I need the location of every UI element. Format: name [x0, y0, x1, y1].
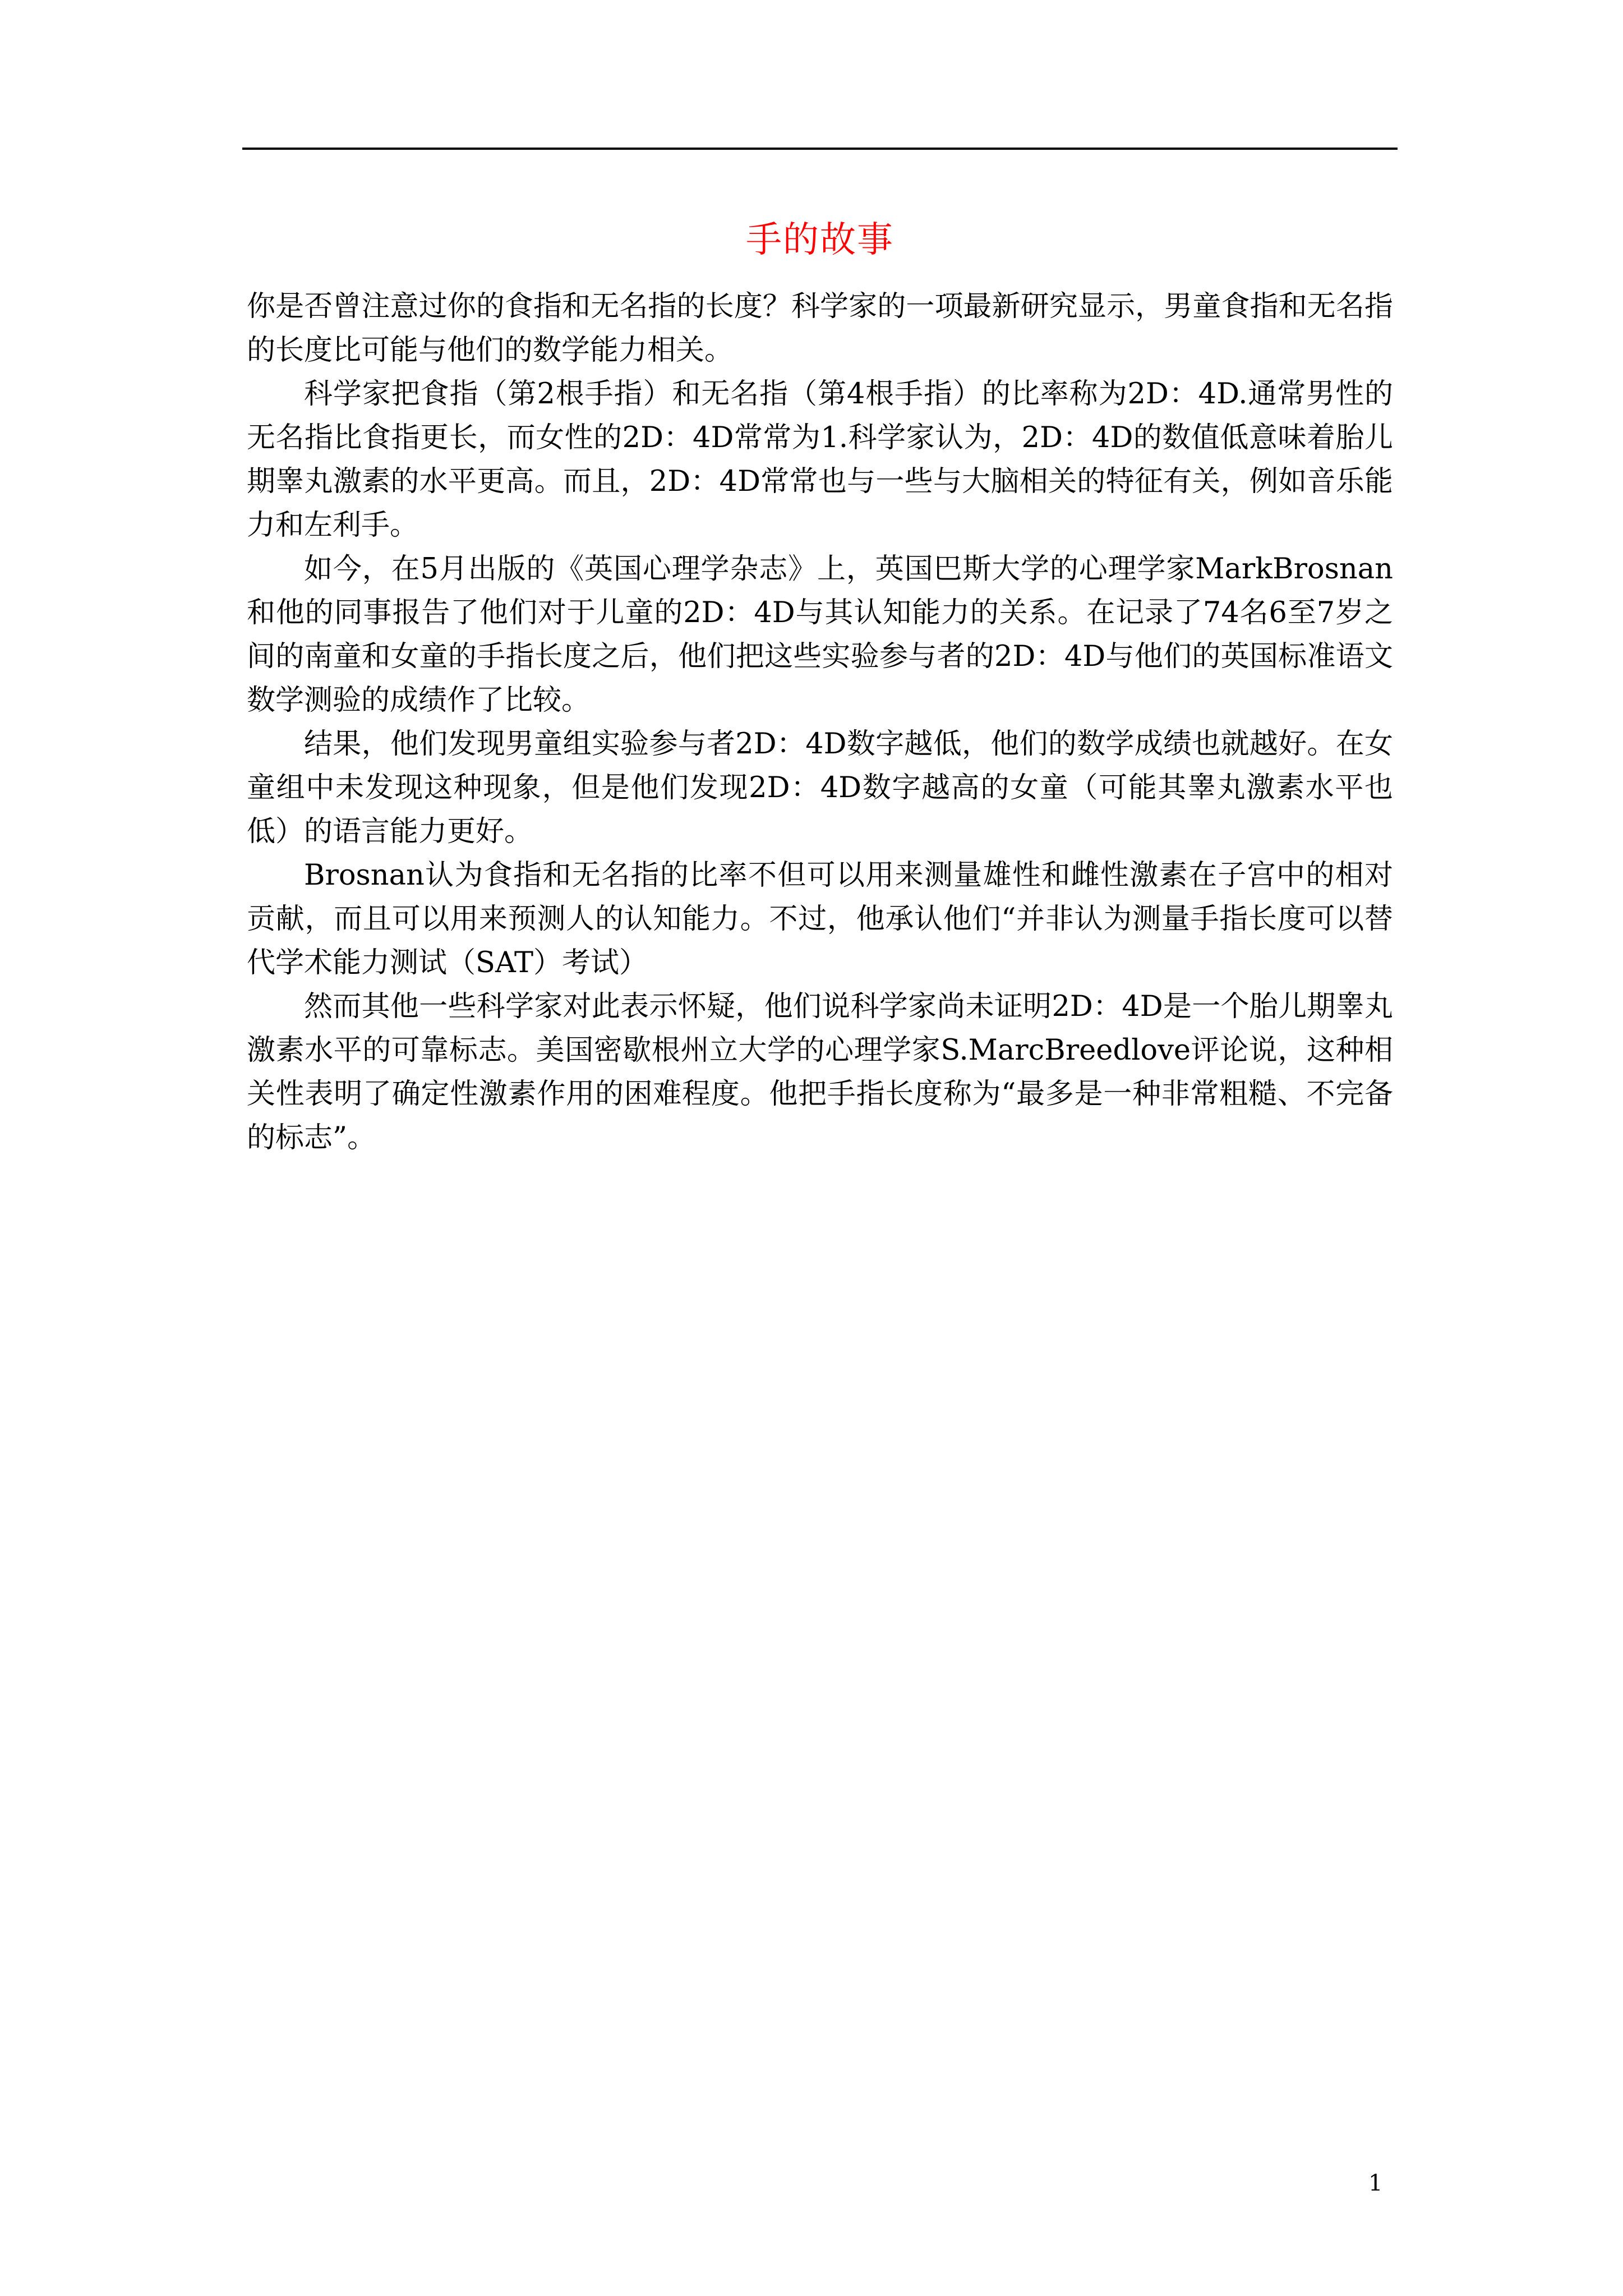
paragraph-skepticism: 然而其他一些科学家对此表示怀疑，他们说科学家尚未证明2D：4D是一个胎儿期睾丸激素水平的可靠标志。美国密歇根州立大学的心理学家S.MarcBreedlove评论说，这种相关性表明了确定性激素作用的困难程度。他把手指长度称为“最多是一种非常粗糙、不完备的标志”。 — [247, 990, 1393, 1154]
paragraph-results: 结果，他们发现男童组实验参与者2D：4D数字越低，他们的数学成绩也就越好。在女童组中未发现这种现象，但是他们发现2D：4D数字越高的女童（可能其睾丸激素水平也低）的语言能力更好。 — [247, 728, 1393, 848]
paragraph-ratio-definition: 科学家把食指（第2根手指）和无名指（第4根手指）的比率称为2D：4D.通常男性的无名指比食指更长，而女性的2D：4D常常为1.科学家认为，2D：4D的数值低意味着胎儿期睾丸激素的水平更高。而且，2D：4D常常也与一些与大脑相关的特征有关，例如音乐能力和左利手。 — [247, 378, 1393, 542]
paragraph-brosnan-view: Brosnan认为食指和无名指的比率不但可以用来测量雄性和雌性激素在子宫中的相对贡献，而且可以用来预测人的认知能力。不过，他承认他们“并非认为测量手指长度可以替代学术能力测试（SAT）考试） — [247, 859, 1393, 979]
header-rule — [242, 148, 1398, 150]
page-number: 1 — [1368, 2170, 1383, 2196]
paragraph-study-report: 如今，在5月出版的《英国心理学杂志》上，英国巴斯大学的心理学家MarkBrosnan和他的同事报告了他们对于儿童的2D：4D与其认知能力的关系。在记录了74名6至7岁之间的南童和女童的手指长度之后，他们把这些实验参与者的2D：4D与他们的英国标准语文数学测验的成绩作了比较。 — [247, 553, 1393, 717]
document-body — [247, 285, 1393, 1160]
paragraph-intro: 你是否曾注意过你的食指和无名指的长度？科学家的一项最新研究显示，男童食指和无名指的长度比可能与他们的数学能力相关。 — [247, 290, 1393, 367]
document-title: 手的故事 — [746, 219, 894, 261]
